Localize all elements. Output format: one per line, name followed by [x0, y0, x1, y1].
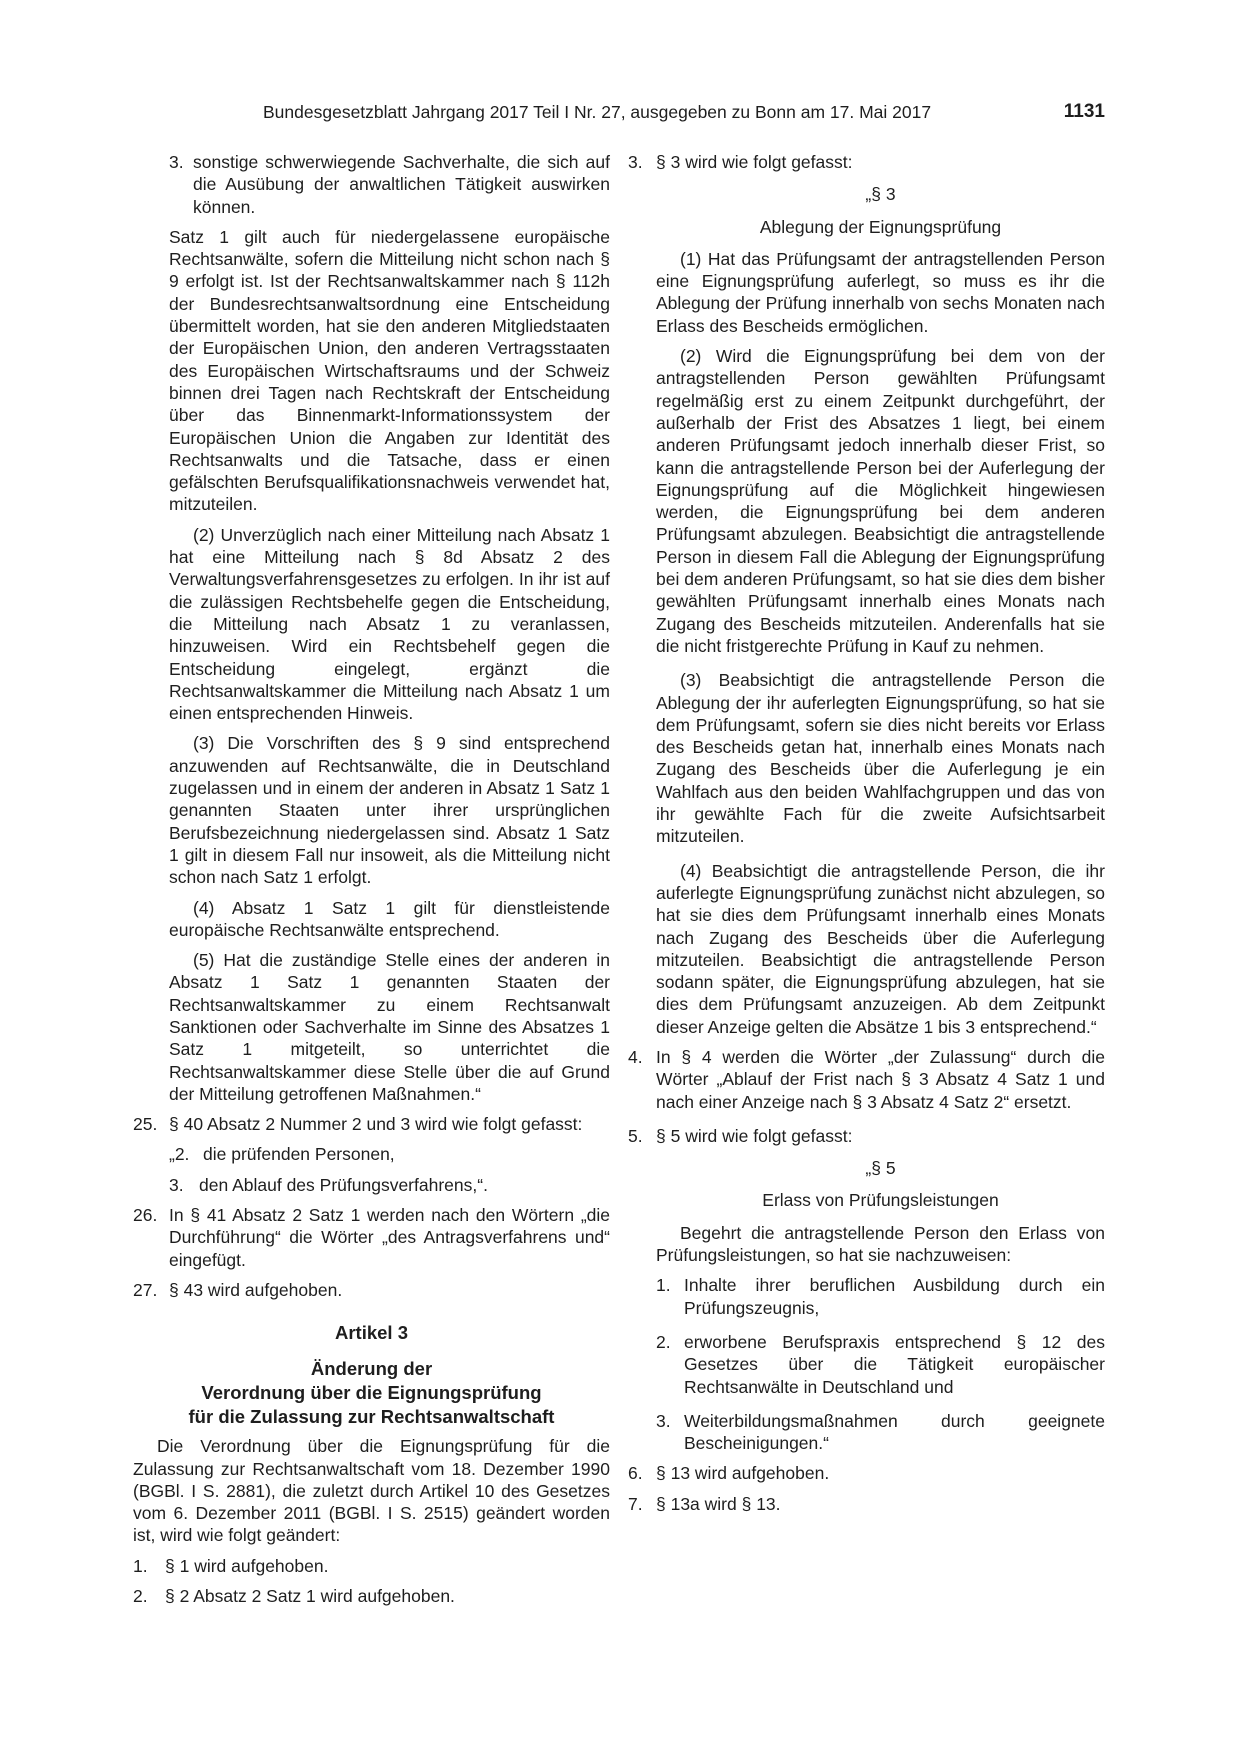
sub-list-item: [628, 1410, 1105, 1455]
list-item-text: § 13 wird aufgehoben.: [656, 1463, 830, 1484]
list-item-number: 4.: [628, 1046, 643, 1067]
list-item-number: 7.: [628, 1493, 643, 1514]
list-item-number: „2.: [169, 1144, 190, 1165]
list-item: [133, 1279, 610, 1301]
right-column: [628, 151, 1105, 1515]
list-item-number: 5.: [628, 1125, 643, 1146]
list-item: [628, 1046, 1105, 1113]
list-item-text: § 43 wird aufgehoben.: [169, 1279, 343, 1300]
list-item-number: 2.: [133, 1586, 148, 1607]
list-item: [133, 1204, 610, 1271]
list-item: [133, 1585, 610, 1607]
list-item-number: 3.: [656, 1410, 671, 1431]
list-item-number: 6.: [628, 1463, 643, 1484]
list-item-text: § 1 wird aufgehoben.: [165, 1555, 329, 1576]
list-item-number: 3.: [169, 152, 184, 172]
page-number: 1131: [1063, 101, 1105, 122]
paragraph-satz-1: Satz 1 gilt auch für niedergelassene europäische Rechtsanwälte, sofern die Mitteilung nicht schon nach § 9 erfolgt ist. Ist der Rechtsanwaltskammer nach § 112h der Bundesrechtsanwaltsordnung eine Entscheidung übermittelt worden, hat sie den anderen Mitgliedstaaten der Europäischen Union, den anderen Vertragsstaaten des Europäischen Wirtschaftsraums und der Schweiz binnen drei Tagen nach Rechtskraft der Entscheidung über das Binnenmarkt-Informationssystem der Europäischen Union die Angaben zur Identität des Rechtsanwalts und die Tatsache, dass er einen gefälschten Berufsqualifikationsnachweis verwendet hat, mitzuteilen.: [169, 226, 610, 515]
section-sign: „§ 5: [865, 1158, 896, 1179]
list-item-number: 1.: [656, 1275, 671, 1296]
article-title: Artikel 3: [334, 1322, 408, 1344]
article-heading: Verordnung über die Eignungsprüfung: [201, 1382, 542, 1404]
paragraph-absatz-4: (4) Absatz 1 Satz 1 gilt für dienstleistende europäische Rechtsanwälte entsprechend.: [169, 897, 610, 940]
section-title: Erlass von Prüfungsleistungen: [762, 1190, 999, 1211]
list-item: [133, 1113, 610, 1135]
list-item-text: § 13a wird § 13.: [656, 1493, 781, 1514]
list-item: [133, 151, 610, 218]
list-item: [628, 151, 1105, 173]
article-heading: für die Zulassung zur Rechtsanwaltschaft: [188, 1406, 555, 1428]
list-item-text: In § 41 Absatz 2 Satz 1 werden nach den Wörtern „die Durchführung“ die Wörter „des Antragsverfahrens und“ eingefügt.: [169, 1205, 610, 1270]
list-item-text: den Ablauf des Prüfungsverfahrens,“.: [199, 1174, 488, 1195]
paragraph-absatz-2: (2) Unverzüglich nach einer Mitteilung nach Absatz 1 hat eine Mitteilung nach § 8d Absatz 2 des Verwaltungsverfahrensgesetzes zu erfolgen. In ihr ist auf die zulässigen Rechtsbehelfe gegen die Entscheidung, die Mitteilung nach Absatz 1 zu veranlassen, hinzuweisen. Wird ein Rechtsbehelf gegen die Entscheidung eingelegt, ergänzt die Rechtsanwaltskammer die Mitteilung nach Absatz 1 um einen entsprechenden Hinweis.: [169, 524, 610, 724]
list-item: [628, 1493, 1105, 1515]
section-title: Ablegung der Eignungsprüfung: [759, 216, 1002, 237]
paragraph-absatz-3: (3) Die Vorschriften des § 9 sind entsprechend anzuwenden auf Rechtsanwälte, die in Deutschland zugelassen und in einem der anderen in Absatz 1 Satz 1 genannten Staaten unter ihrer ursprünglichen Berufsbezeichnung niedergelassen sind. Absatz 1 Satz 1 gilt in diesem Fall nur insoweit, als die Mitteilung nicht schon nach Satz 1 erfolgt.: [169, 733, 610, 888]
list-item-number: 1.: [133, 1555, 148, 1576]
list-item-number: 26.: [133, 1205, 158, 1226]
list-item: [628, 1125, 1105, 1147]
list-item-text: Weiterbildungsmaßnahmen durch geeignete Bescheinigungen.“: [684, 1410, 1105, 1454]
list-item-number: 3.: [628, 152, 643, 172]
list-item-text: sonstige schwerwiegende Sachverhalte, die sich auf die Ausübung der anwaltlichen Tätigkeit auswirken können.: [193, 152, 610, 217]
list-item-text: § 3 wird wie folgt gefasst:: [656, 152, 853, 172]
list-item-number: 3.: [169, 1174, 184, 1195]
list-item-text: erworbene Berufspraxis entsprechend § 12 des Gesetzes über die Tätigkeit europäischer Rechtsanwälte in Deutschland und: [684, 1331, 1105, 1397]
list-item-number: 27.: [133, 1279, 158, 1300]
list-item-text: § 40 Absatz 2 Nummer 2 und 3 wird wie folgt gefasst:: [169, 1114, 583, 1135]
sub-list-item: [628, 1274, 1105, 1319]
list-item-text: § 2 Absatz 2 Satz 1 wird aufgehoben.: [165, 1586, 455, 1607]
list-item-text: Inhalte ihrer beruflichen Ausbildung durch ein Prüfungszeugnis,: [684, 1275, 1105, 1318]
paragraph-absatz-5: (5) Hat die zuständige Stelle eines der anderen in Absatz 1 Satz 1 genannten Staaten der Rechtsanwaltskammer zu einem Rechtsanwalt Sanktionen oder Sachverhalte im Sinne des Absatzes 1 Satz 1 mitgeteilt, so unterrichtet die Rechtsanwaltskammer diese Stelle über die auf Grund der Mitteilung getroffenen Maßnahmen.“: [169, 950, 610, 1104]
paragraph-absatz-1: (1) Hat das Prüfungsamt der antragstellenden Person eine Eignungsprüfung auferlegt, so muss es ihr die Ablegung der Prüfung innerhalb von sechs Monaten nach Erlass des Bescheids ermöglichen.: [656, 248, 1105, 336]
section-sign: „§ 3: [865, 184, 896, 205]
paragraph-absatz-4: (4) Beabsichtigt die antragstellende Person, die ihr auferlegte Eignungsprüfung zunächst nicht abzulegen, so hat sie dies dem Prüfungsamt innerhalb eines Monats nach Zugang des Bescheids über die Auferlegung mitzuteilen. Beabsichtigt die antragstellende Person sodann später, die Eignungsprüfung abzulegen, hat sie dies dem Prüfungsamt anzuzeigen. Ab dem Zeitpunkt dieser Anzeige gelten die Absätze 1 bis 3 entsprechend.“: [656, 860, 1105, 1037]
list-item-text: die prüfenden Personen,: [203, 1144, 395, 1165]
list-item-text: § 5 wird wie folgt gefasst:: [656, 1125, 853, 1146]
left-column: [133, 151, 610, 1607]
paragraph-absatz-2: (2) Wird die Eignungsprüfung bei dem von der antragstellenden Person gewählten Prüfungsamt regelmäßig erst zu einem Zeitpunkt durchgeführt, der außerhalb der Frist des Absatzes 1 liegt, bei einem anderen Prüfungsamt jedoch innerhalb dieser Frist, so kann die antragstellende Person bei der Auferlegung der Eignungsprüfung auf die Möglichkeit hingewiesen werden, die Eignungsprüfung bei dem anderen Prüfungsamt abzulegen. Beabsichtigt die antragstellende Person in diesem Fall die Ablegung der Eignungsprüfung bei dem anderen Prüfungsamt, so hat sie dies dem bisher gewählten Prüfungsamt innerhalb eines Monats nach Zugang des Bescheids mitzuteilen. Anderenfalls hat sie die nicht fristgerechte Prüfung in Kauf zu nehmen.: [656, 346, 1105, 656]
list-item-number: 2.: [656, 1331, 671, 1352]
sub-list-item: [628, 1331, 1105, 1398]
list-item-number: 25.: [133, 1114, 158, 1135]
paragraph-absatz-3: (3) Beabsichtigt die antragstellende Person die Ablegung der ihr auferlegten Eignungsprüfung, so hat sie dem Prüfungsamt, sofern sie dies nicht bereits vor Erlass des Bescheids getan hat, innerhalb eines Monats nach Zugang des Bescheids über die Auferlegung je ein Wahlfach aus den beiden Wahlfachgruppen und das von ihr gewählte Fach für die zweite Aufsichtsarbeit mitzuteilen.: [656, 670, 1105, 847]
list-item: [133, 1555, 610, 1577]
running-title: Bundesgesetzblatt Jahrgang 2017 Teil I Nr. 27, ausgegeben zu Bonn am 17. Mai 2017: [263, 102, 932, 122]
list-item-text: In § 4 werden die Wörter „der Zulassung“ durch die Wörter „Ablauf der Frist nach § 3 Absatz 4 Satz 1 und nach einer Anzeige nach § 3 Absatz 4 Satz 2“ ersetzt.: [656, 1046, 1105, 1112]
section-intro: Begehrt die antragstellende Person den Erlass von Prüfungsleistungen, so hat sie nachzuweisen:: [656, 1222, 1105, 1266]
article-intro: Die Verordnung über die Eignungsprüfung für die Zulassung zur Rechtsanwaltschaft vom 18. Dezember 1990 (BGBl. I S. 2881), die zuletzt durch Artikel 10 des Gesetzes vom 6. Dezember 2011 (BGBl. I S. 2515) geändert worden ist, wird wie folgt geändert:: [133, 1436, 610, 1546]
article-heading: Änderung der: [310, 1358, 433, 1380]
sub-list-item: [133, 1143, 610, 1165]
list-item: [628, 1462, 1105, 1484]
sub-list-item: [133, 1174, 610, 1196]
